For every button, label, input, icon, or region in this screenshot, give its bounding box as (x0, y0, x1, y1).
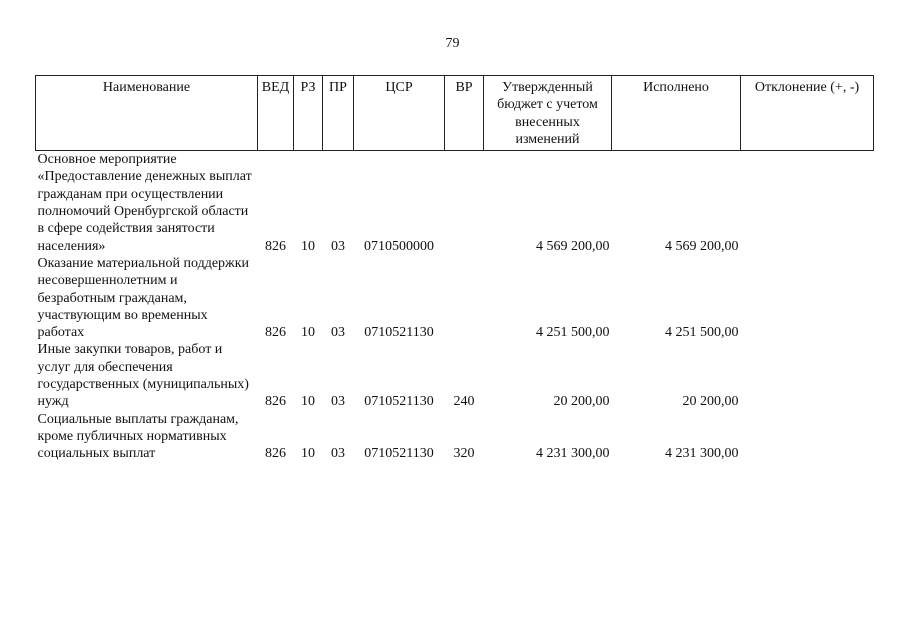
row-name: Социальные выплаты гражданам, кроме публичных нормативных социальных выплат (37, 411, 239, 462)
row-vr (445, 151, 484, 255)
row-pr: 03 (331, 446, 345, 462)
row-approved: 4 569 200,00 (536, 238, 610, 254)
row-deviation (741, 151, 874, 255)
row-rz: 10 (301, 238, 315, 254)
row-csr: 0710521130 (364, 394, 434, 410)
row-vr (445, 255, 484, 341)
header-executed: Исполнено (612, 76, 741, 151)
table-row (36, 151, 874, 255)
row-ved: 826 (265, 238, 286, 254)
row-deviation (741, 255, 874, 341)
row-approved: 4 231 300,00 (536, 446, 610, 462)
budget-execution-table (35, 75, 874, 463)
header-vr: ВР (445, 76, 484, 151)
header-csr: ЦСР (354, 76, 445, 151)
row-approved: 20 200,00 (553, 394, 610, 410)
row-deviation (741, 341, 874, 410)
header-name: Наименование (36, 76, 258, 151)
header-pr: ПР (323, 76, 354, 151)
row-name: Оказание материальной поддержки несовершеннолетним и безработным гражданам, участвующим во временных работах (37, 255, 250, 341)
row-csr: 0710521130 (364, 446, 434, 462)
row-deviation (741, 411, 874, 463)
row-pr: 03 (331, 394, 345, 410)
page-number: 79 (445, 36, 460, 51)
row-rz: 10 (301, 394, 315, 410)
table-row (36, 341, 874, 410)
row-executed: 4 569 200,00 (665, 238, 739, 254)
row-vr: 320 (453, 446, 475, 462)
table-row (36, 255, 874, 341)
row-executed: 20 200,00 (682, 394, 739, 410)
row-rz: 10 (301, 325, 315, 341)
header-rz: РЗ (294, 76, 323, 151)
row-executed: 4 251 500,00 (665, 325, 739, 341)
row-pr: 03 (331, 325, 345, 341)
row-pr: 03 (331, 238, 345, 254)
row-approved: 4 251 500,00 (536, 325, 610, 341)
table-header-row (36, 76, 874, 151)
row-rz: 10 (301, 446, 315, 462)
row-name: Иные закупки товаров, работ и услуг для обеспечения государственных (муниципальных) нужд (37, 342, 249, 410)
row-ved: 826 (265, 446, 286, 462)
row-ved: 826 (265, 394, 286, 410)
header-approved-budget: Утвержденный бюджет с учетом внесенных изменений (484, 76, 612, 151)
row-ved: 826 (265, 325, 286, 341)
header-ved: ВЕД (258, 76, 294, 151)
row-name: Основное мероприятие «Предоставление денежных выплат гражданам при осуществлении полномочий Оренбургской области в сфере содействия занятости населения» (37, 152, 252, 254)
row-executed: 4 231 300,00 (665, 446, 739, 462)
row-csr: 0710521130 (364, 325, 434, 341)
row-csr: 0710500000 (364, 238, 434, 254)
table-row (36, 411, 874, 463)
header-deviation: Отклонение (+, -) (741, 76, 874, 151)
row-vr: 240 (453, 394, 475, 410)
